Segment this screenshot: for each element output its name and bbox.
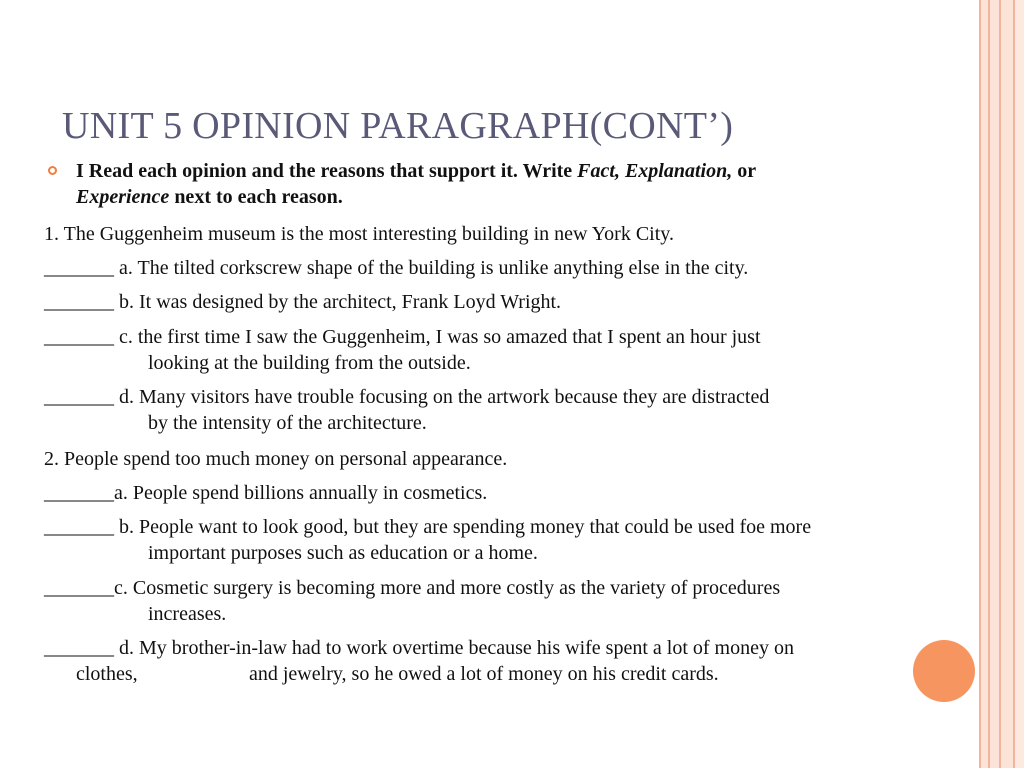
border-stripe-edge xyxy=(1015,0,1024,768)
reason-1a: _______ a. The tilted corkscrew shape of the building is unlike anything else in the city. xyxy=(44,257,749,279)
reason-2d: _______ d. My brother-in-law had to work overtime because his wife spent a lot of money on xyxy=(44,637,794,659)
reason-2b-cont: important purposes such as education or a home. xyxy=(148,542,538,564)
reason-2a: _______a. People spend billions annually in cosmetics. xyxy=(44,482,488,504)
border-line-1 xyxy=(979,0,981,768)
reason-2b: _______ b. People want to look good, but they are spending money that could be used foe more xyxy=(44,516,812,538)
reason-2c-cont: increases. xyxy=(148,603,227,625)
instruction-text: I Read each opinion and the reasons that support it. Write Fact, Explanation, or Experience next to each reason. xyxy=(76,160,757,208)
opinion-1: 1. The Guggenheim museum is the most interesting building in new York City. xyxy=(44,223,674,245)
reason-2d-cont-a: clothes, xyxy=(76,663,138,685)
slide-title: UNIT 5 OPINION PARAGRAPH(CONT’) xyxy=(62,105,734,147)
reason-1d-cont: by the intensity of the architecture. xyxy=(148,412,427,434)
border-stripe-outer xyxy=(1001,0,1013,768)
reason-1c-cont: looking at the building from the outside. xyxy=(148,352,471,374)
accent-circle xyxy=(913,640,975,702)
reason-2c: _______c. Cosmetic surgery is becoming more and more costly as the variety of procedures xyxy=(44,577,781,599)
bullet-circle-icon xyxy=(48,166,57,175)
reason-1b: _______ b. It was designed by the architect, Frank Loyd Wright. xyxy=(44,291,562,313)
reason-1d: _______ d. Many visitors have trouble focusing on the artwork because they are distracted xyxy=(44,386,770,408)
reason-2d-cont-b: and jewelry, so he owed a lot of money on his credit cards. xyxy=(249,663,719,685)
opinion-2: 2. People spend too much money on personal appearance. xyxy=(44,448,508,470)
reason-1c: _______ c. the first time I saw the Guggenheim, I was so amazed that I spent an hour just xyxy=(44,326,761,348)
